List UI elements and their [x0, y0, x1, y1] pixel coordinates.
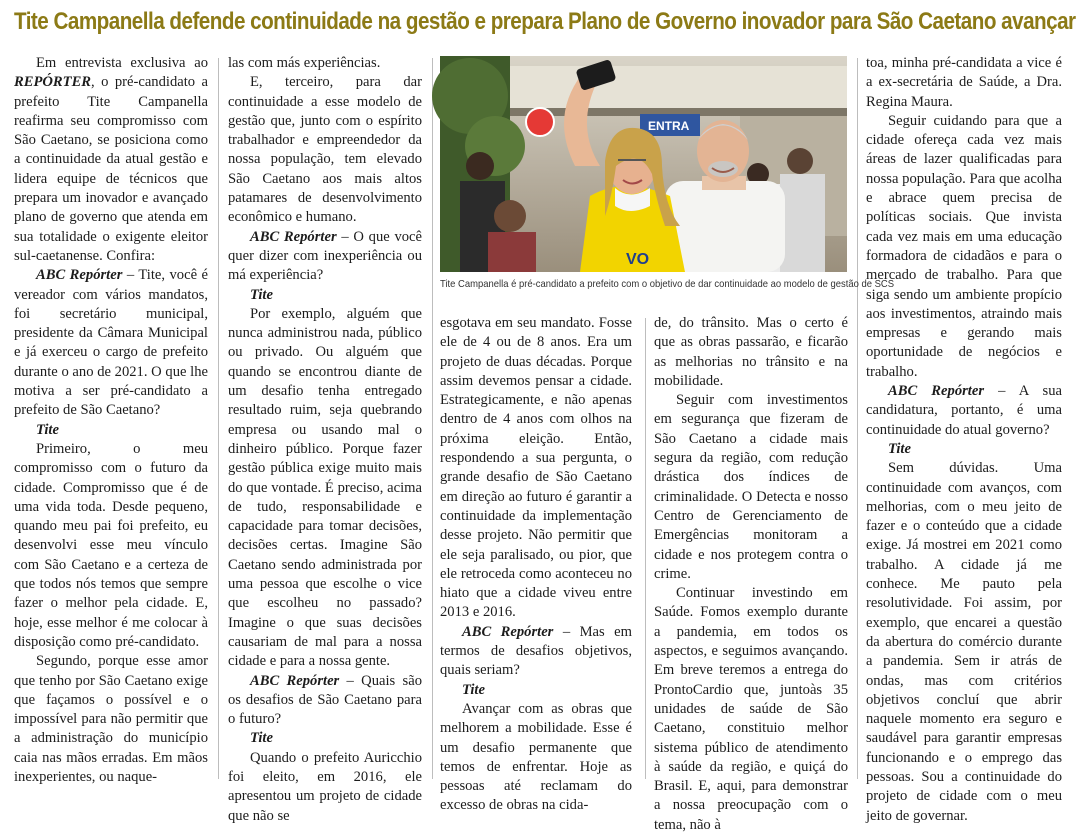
interviewer-label: ABC Repórter — [250, 672, 340, 689]
interviewee-label: Tite — [888, 440, 911, 457]
question-text: – A sua candidatura, portanto, é uma continuidade do atual governo? — [866, 383, 1063, 438]
interviewer-label: ABC Repórter — [36, 267, 123, 284]
answer-paragraph: Continuar investindo em Saúde. Fomos exemplo durante a pandemia, em todos os aspectos, e seguimos avançando. Em breve teremos a entrega do ProntoCardio que, juntoàs 35 unidades de saúde de São Caetano, constituio melhor sistema público de atendimento à saúde da região, e quiçá do Brasil. E, aqui, para demonstrar a nossa preocupação com o tema, não à — [654, 585, 848, 833]
interviewer-label: ABC Repórter — [462, 623, 554, 640]
question-text: – O que você quer dizer com inexperiência ou má experiência? — [228, 228, 422, 284]
article-column-2 — [228, 54, 423, 824]
question-text: – Tite, você é vereador com vários mandatos, foi secretário municipal, presidente da Câmara Municipal e já exerceu o cargo de prefeito durante o ano de 2021. O que lhe motiva a ser pré-candidato a prefeito de São Caetano? — [14, 267, 209, 419]
interviewee-label: Tite — [462, 681, 485, 698]
photo-caption: Tite Campanella é pré-candidato a prefeito com o objetivo de dar continuidade ao modelo de gestão de SCS — [440, 278, 895, 290]
answer-paragraph: toa, minha pré-candidata a vice é a ex-secretária de Saúde, a Dra. Regina Maura. — [866, 55, 1062, 110]
question-text: – Mas em termos de desafios objetivos, quais seriam? — [440, 623, 632, 679]
answer-paragraph: E, terceiro, para dar continuidade a esse modelo de gestão que, junto com o espírito trabalhador e empreendedor da nossa população, tem elevado São Caetano aos mais altos patamares de desenvolvimento econômico e humano. — [228, 74, 422, 226]
interviewer-label: ABC Repórter — [250, 228, 337, 245]
column-rule — [218, 58, 219, 779]
lead-text: , o pré-candidato a prefeito Tite Campanella reafirma seu compromisso com São Caetano, se posiciona como a continuidade da atual gestão e lidera equipe de técnicos que prepara um inovador e avançado plano de governo que atenda em sua totalidade o exigente eleitor sul-caetanense. Confira: — [14, 74, 208, 264]
interview-question — [14, 266, 208, 420]
answer-paragraph: Avançar com as obras que melhorem a mobilidade. Esse é um desafio permanente que temos de enfrentar. Hoje as pessoas até reclamam do excesso de obras na cida- — [440, 700, 632, 814]
answer-paragraph: esgotava em seu mandato. Fosse ele de 4 ou de 8 anos. Era um projeto de duas décadas. Porque assim devemos pensar a cidade. Estrategicamente, e não apenas dentro de 4 anos com olhos na próxima eleição. Então, respondendo a sua pergunta, o grande desafio de São Caetano em direção ao futuro é garantir a continuidade da implementação desse projeto. Não permitir que ele seja paralisado, ou pior, que ele retroceda como aconteceu no hiato que a cidade viveu entre 2013 e 2016. — [440, 315, 632, 621]
interviewee-label: Tite — [36, 421, 59, 438]
lead-paragraph — [14, 54, 208, 266]
selfie-photo — [440, 56, 847, 272]
answer-paragraph: Seguir com investimentos em segurança que fizeram de São Caetano a cidade mais segura da região, com redução drástica dos índices de criminalidade. O Detecta e nosso Centro de Gerenciamento de Emergências monitoram a cidade e nos protegem contra o crime. — [654, 392, 848, 582]
answer-paragraph: las com más experiências. — [228, 55, 381, 71]
question-text: – Quais são os desafios de São Caetano para o futuro? — [228, 672, 423, 728]
answer-paragraph: Seguir cuidando para que a cidade ofereça cada vez mais áreas de lazer qualificadas para nossa população. Para que acolha e abrace quem precisa de políticas sociais. Que invista cada vez mais em uma educação formadora de cidadãos e para o mercado de trabalho. Para que siga sendo um ambiente propício aos investimentos, atraindo mais empresas e gerando mais oportunidade de negócios e trabalho. — [866, 112, 1062, 380]
sign-text: ENTRA — [648, 119, 690, 133]
interview-question — [228, 228, 422, 286]
interviewee-label: Tite — [250, 730, 273, 747]
answer-paragraph: Sem dúvidas. Uma continuidade com avanços, com melhorias, com o meu jeito de fazer e o conteúdo que a cidade exige. Já mostrei em 2021 como trabalho. A cidade já me conhece. Me pauto pela resolutividade. Foi assim, por exemplo, que encarei a questão da abertura do comércio durante a pandemia. Sem ir atrás de ondas, mas com critérios objetivos concluí que abrir naquele momento era seguro e saudável para garantir empresas funcionando e o emprego das pessoas. Sou a continuidade do projeto de cidade com o meu jeito de governar. — [866, 460, 1062, 824]
answer-paragraph: Segundo, porque esse amor que tenho por São Caetano exige que façamos o possível e o impossível para não permitir que a administração do município caia nas mãos erradas. Em mãos inexperientes, ou naque- — [14, 653, 208, 785]
interviewer-label: ABC Repórter — [888, 383, 985, 400]
article-column-1 — [14, 54, 208, 783]
answer-paragraph: de, do trânsito. Mas o certo é que as obras passarão, e ficarão as melhorias no trânsito e na mobilidade. — [654, 315, 848, 389]
article-photo — [440, 56, 847, 272]
headline: Tite Campanella defende continuidade na gestão e prepara Plano de Governo inovador para São Caetano avançar — [14, 8, 1076, 35]
publication-name: REPÓRTER — [14, 74, 92, 91]
interview-question — [866, 382, 1062, 440]
article-column-5 — [866, 54, 1063, 824]
interview-question — [228, 672, 422, 730]
article-column-4 — [654, 314, 848, 833]
column-rule — [432, 58, 433, 779]
column-rule — [857, 58, 858, 779]
interviewee-label: Tite — [250, 286, 273, 303]
answer-paragraph: Por exemplo, alguém que nunca administrou nada, público ou privado. Ou alguém que quando se encontrou diante de um desafio tenha entregado resultado ruim, seja quebrando empresa ou usando mal o dinheiro público. Porque fazer gestão pública exige muito mais do que vontade. É preciso, acima de tudo, responsabilidade e capacidade para tomar decisões, decisões certas. Imagine São Caetano sendo administrada por uma pessoa que escolhe o vice que escolheu no passado? Imagine o que suas decisões causariam de mal para a nossa cidade e para a nossa gente. — [228, 305, 422, 670]
article-column-3 — [440, 314, 632, 814]
interview-question — [440, 623, 632, 681]
lead-text: Em entrevista exclusiva ao — [36, 55, 208, 71]
answer-paragraph: Quando o prefeito Auricchio foi eleito, em 2016, ele apresentou um projeto de cidade que não se — [228, 749, 422, 824]
shirt-text: VO — [626, 251, 650, 268]
answer-paragraph: Primeiro, o meu compromisso com o futuro da cidade. Compromisso que é de uma vida toda. Desde pequeno, quando meu pai foi prefeito, eu desenvolvi esse meu vínculo com São Caetano e a certeza de que todos nós temos que sempre fazer o melhor pela cidade. E, hoje, esse melhor é me colocar à disposição como pré-candidato. — [14, 440, 208, 650]
column-rule — [645, 318, 646, 779]
